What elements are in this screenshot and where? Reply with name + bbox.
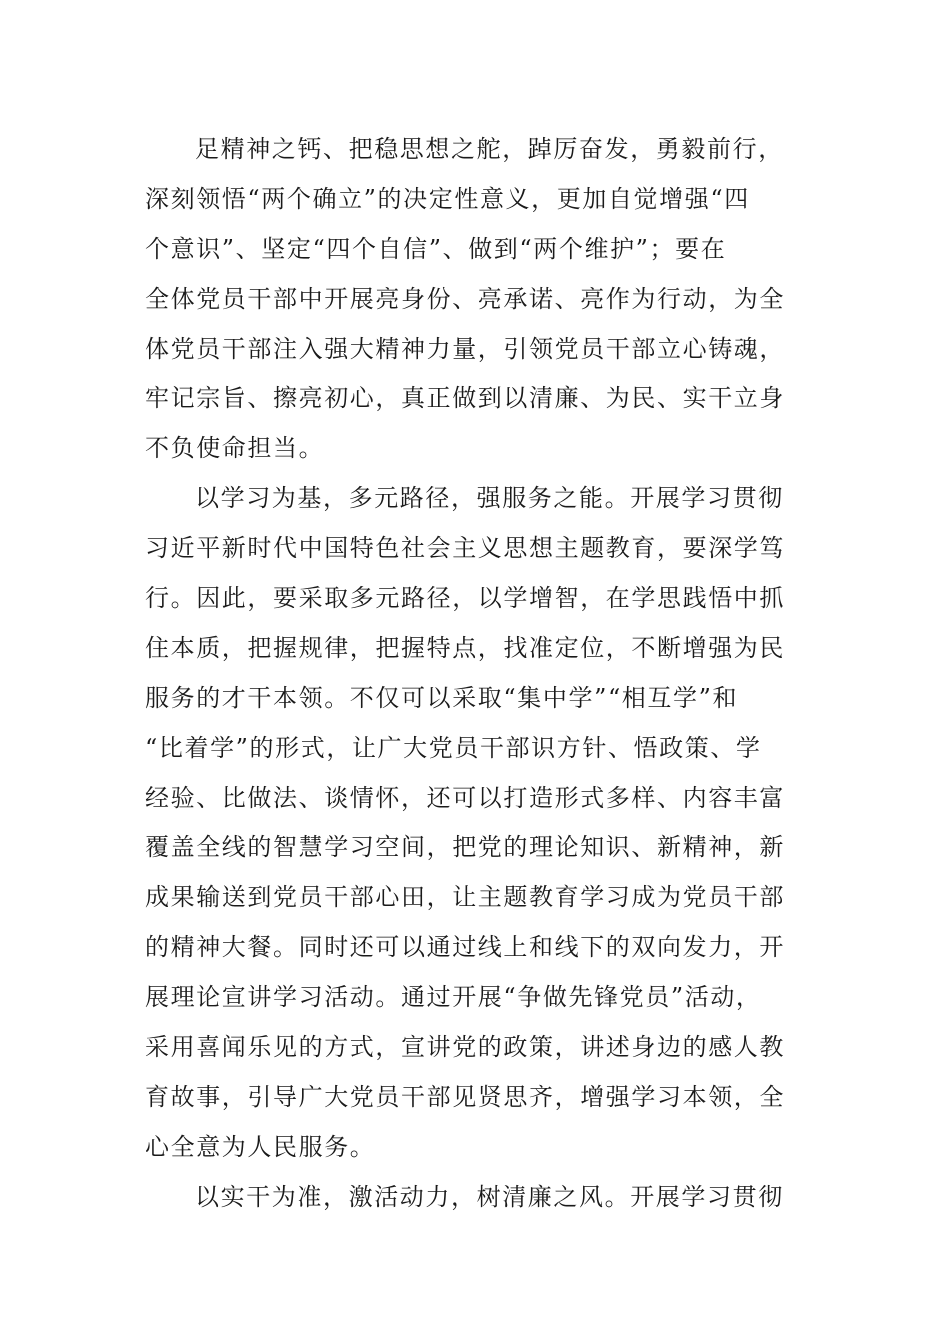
paragraph-2-line-11: 展理论宣讲学习活动。通过开展“争做先锋党员”活动， <box>145 983 762 1012</box>
paragraph-2-line-14: 心全意为人民服务。 <box>145 1132 376 1161</box>
paragraph-1-line-5: 体党员干部注入强大精神力量，引领党员干部立心铸魂， <box>145 334 785 363</box>
paragraph-2-line-5: 服务的才干本领。不仅可以采取“集中学”“相互学”和 <box>145 683 739 712</box>
paragraph-2-line-4: 住本质，把握规律，把握特点，找准定位，不断增强为民 <box>145 633 785 662</box>
paragraph-1-line-4: 全体党员干部中开展亮身份、亮承诺、亮作为行动，为全 <box>145 284 785 313</box>
paragraph-3-line-1: 以实干为准，激活动力，树清廉之风。开展学习贯彻 <box>195 1182 784 1211</box>
paragraph-2-line-12: 采用喜闻乐见的方式，宣讲党的政策，讲述身边的感人教 <box>145 1033 785 1062</box>
paragraph-1-line-6: 牢记宗旨、擦亮初心，真正做到以清廉、为民、实干立身 <box>145 384 785 413</box>
paragraph-1-line-1: 足精神之钙、把稳思想之舵，踔厉奋发，勇毅前行， <box>195 135 784 163</box>
paragraph-2-line-13: 育故事，引导广大党员干部见贤思齐，增强学习本领，全 <box>145 1082 785 1111</box>
paragraph-2-line-10: 的精神大餐。同时还可以通过线上和线下的双向发力，开 <box>145 933 785 962</box>
paragraph-2-line-7: 经验、比做法、谈情怀，还可以打造形式多样、内容丰富 <box>145 783 785 812</box>
paragraph-2-line-1: 以学习为基，多元路径，强服务之能。开展学习贯彻 <box>195 484 784 513</box>
paragraph-1-line-2: 深刻领悟“两个确立”的决定性意义，更加自觉增强“四 <box>145 184 750 213</box>
paragraph-1-line-3: 个意识”、坚定“四个自信”、做到“两个维护”；要在 <box>145 234 727 263</box>
paragraph-2-line-8: 覆盖全线的智慧学习空间，把党的理论知识、新精神，新 <box>145 833 785 862</box>
paragraph-2-line-3: 行。因此，要采取多元路径，以学增智，在学思践悟中抓 <box>145 584 785 613</box>
paragraph-2-line-6: “比着学”的形式，让广大党员干部识方针、悟政策、学 <box>145 733 762 762</box>
body-text <box>145 125 810 1223</box>
paragraph-1-line-7: 不负使命担当。 <box>145 434 325 463</box>
paragraph-2-line-2: 习近平新时代中国特色社会主义思想主题教育，要深学笃 <box>145 534 785 563</box>
paragraph-2-line-9: 成果输送到党员干部心田，让主题教育学习成为党员干部 <box>145 883 785 912</box>
